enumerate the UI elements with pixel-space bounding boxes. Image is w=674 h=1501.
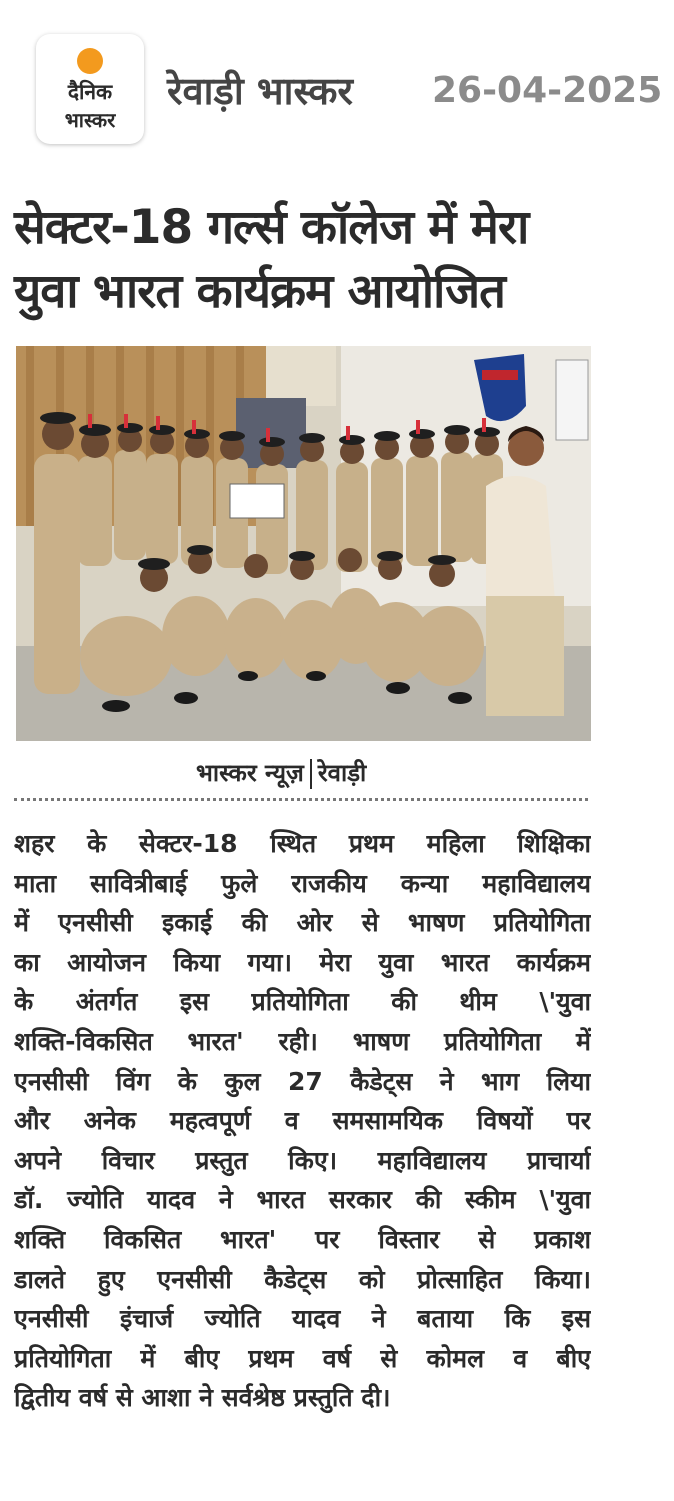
body-line: डालते हुए एनसीसी कैडेट्स को प्रोत्साहित किया। xyxy=(14,1264,591,1294)
body-line: में एनसीसी इकाई की ओर से भाषण प्रतियोगिता xyxy=(14,908,591,938)
body-line: शक्ति-विकसित भारत' रही। भाषण प्रतियोगिता में xyxy=(14,1026,591,1056)
logo-text-line1: दैनिक xyxy=(67,80,113,104)
body-line: द्वितीय वर्ष से आशा ने सर्वश्रेष्ठ प्रस्तुति दी। xyxy=(14,1383,391,1413)
dotted-divider xyxy=(14,798,588,801)
body-line: डॉ. ज्योति यादव ने भारत सरकार की स्कीम \'युवा xyxy=(14,1185,591,1215)
logo-text-line2: भास्कर xyxy=(64,108,116,132)
headline-line-1: सेक्टर-18 गर्ल्स कॉलेज में मेरा xyxy=(14,200,529,255)
body-line: का आयोजन किया गया। मेरा युवा भारत कार्यक्रम xyxy=(14,947,591,977)
body-line: और अनेक महत्वपूर्ण व समसामयिक विषयों पर xyxy=(14,1106,591,1136)
credit-city: रेवाड़ी xyxy=(317,759,367,787)
article-photo xyxy=(16,346,591,741)
dainik-bhaskar-logo xyxy=(36,34,144,144)
body-line: अपने विचार प्रस्तुत किए। महाविद्यालय प्राचार्या xyxy=(14,1145,591,1175)
edition-title: रेवाड़ी भास्कर xyxy=(167,69,353,113)
newspaper-header xyxy=(0,0,674,170)
credit-separator xyxy=(310,759,312,789)
credit-source: भास्कर न्यूज़ xyxy=(196,759,304,787)
headline-line-2: युवा भारत कार्यक्रम आयोजित xyxy=(14,264,505,319)
publication-date: 26-04-2025 xyxy=(432,70,663,111)
ncc-cadets-group-photo xyxy=(16,346,591,741)
body-line: प्रतियोगिता में बीए प्रथम वर्ष से कोमल व बीए xyxy=(14,1343,591,1373)
article-body xyxy=(14,824,591,1418)
body-line: एनसीसी विंग के कुल 27 कैडेट्स ने भाग लिया xyxy=(14,1066,591,1096)
body-line: एनसीसी इंचार्ज ज्योति यादव ने बताया कि इस xyxy=(14,1304,591,1334)
photo-credit xyxy=(196,756,366,789)
body-line: शक्ति विकसित भारत' पर विस्तार से प्रकाश xyxy=(14,1224,591,1254)
logo-sun-dot xyxy=(77,48,103,74)
article-headline xyxy=(14,196,594,324)
body-line: के अंतर्गत इस प्रतियोगिता की थीम \'युवा xyxy=(14,987,591,1017)
body-line: शहर के सेक्टर-18 स्थित प्रथम महिला शिक्षिका xyxy=(14,829,591,858)
body-line: माता सावित्रीबाई फुले राजकीय कन्या महाविद्यालय xyxy=(14,868,591,898)
